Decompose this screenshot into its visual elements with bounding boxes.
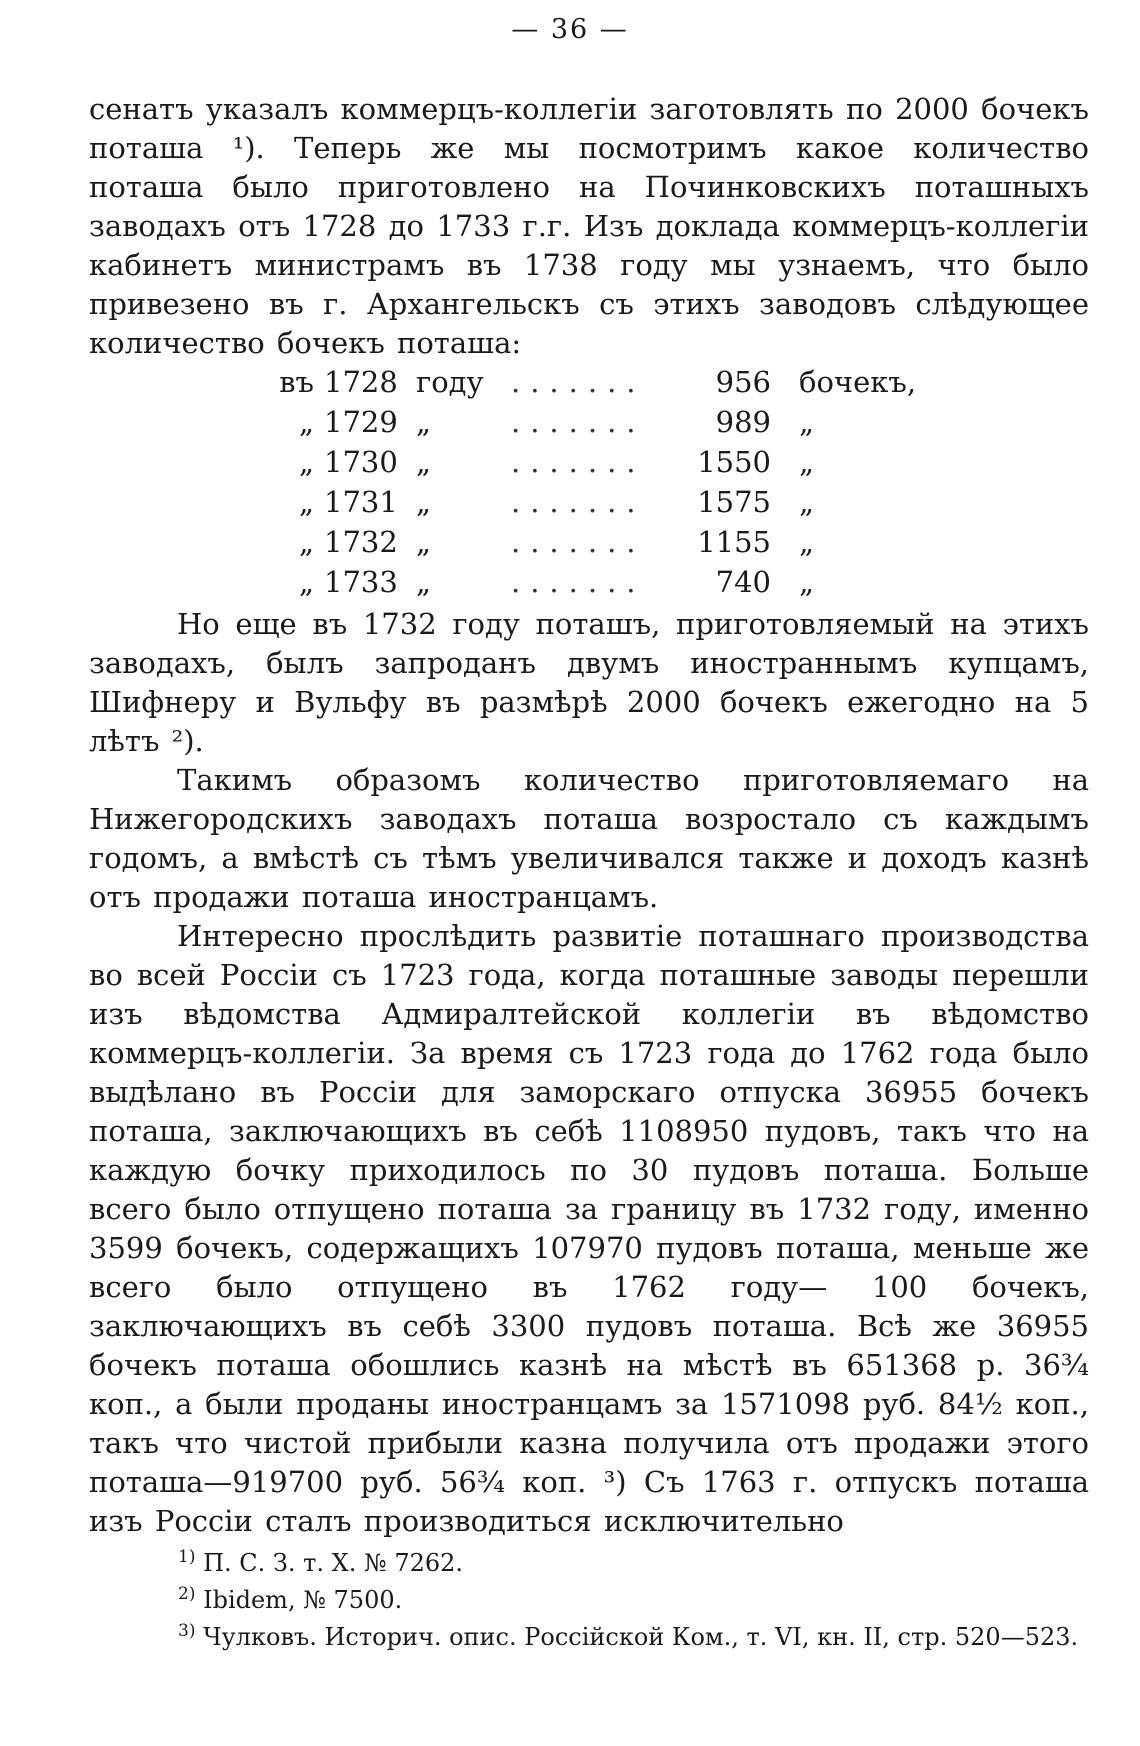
table-row (254, 563, 1089, 603)
table-row (254, 483, 1089, 523)
row-unit: „ (799, 445, 815, 479)
main-text (89, 90, 1089, 1541)
intro-paragraph: сенатъ указалъ коммерцъ-коллегіи заготовлять по 2000 бочекъ поташа ¹). Теперь же мы посмотримъ какое количество поташа было приготовлено на Починковскихъ поташныхъ заводахъ отъ 1728 до 1733 г.г. Изъ доклада коммерцъ-коллегіи кабинетъ министрамъ въ 1738 году мы узнаемъ, что было привезено въ г. Архангельскъ съ этихъ заводовъ слѣдующее количество бочекъ поташа: (89, 92, 1089, 360)
page-number: — 36 — (511, 14, 629, 45)
row-prefix: „ (298, 405, 314, 439)
row-year: 1729 (324, 405, 398, 439)
row-word: „ (416, 485, 432, 519)
footnotes (178, 1545, 1108, 1656)
row-word: „ (416, 565, 432, 599)
row-prefix: „ (298, 485, 314, 519)
footnote-text: Чулковъ. Историч. опис. Россійской Ком., т. VI, кн. II, стр. 520—523. (203, 1623, 1079, 1651)
row-dots: ....... (511, 485, 646, 519)
paragraph-revenue: Такимъ образомъ количество приготовляемаго на Нижегородскихъ заводахъ поташа возростало съ каждымъ годомъ, а вмѣстѣ съ тѣмъ увеличивался также и доходъ казнѣ отъ продажи поташа иностранцамъ. (89, 763, 1089, 914)
row-unit: „ (799, 565, 815, 599)
table-row (254, 443, 1089, 483)
row-count: 740 (715, 565, 771, 599)
row-count: 956 (715, 365, 771, 399)
row-unit: бочекъ, (799, 365, 917, 399)
row-dots: ....... (511, 565, 646, 599)
row-unit: „ (799, 525, 815, 559)
row-dots: ....... (511, 365, 646, 399)
row-count: 1575 (697, 485, 771, 519)
table-row (254, 523, 1089, 563)
row-prefix: въ (279, 365, 314, 399)
row-dots: ....... (511, 405, 646, 439)
row-word: „ (416, 445, 432, 479)
row-word: „ (416, 525, 432, 559)
row-count: 1550 (697, 445, 771, 479)
row-year: 1731 (324, 485, 398, 519)
footnote-mark: 2) (178, 1584, 196, 1604)
paragraph-merchants: Но еще въ 1732 году поташъ, приготовляемый на этихъ заводахъ, былъ запроданъ двумъ иностраннымъ купцамъ, Шифнеру и Вульфу въ размѣрѣ 2000 бочекъ ежегодно на 5 лѣтъ ²). (89, 607, 1089, 758)
row-year: 1732 (324, 525, 398, 559)
table-row (254, 363, 1089, 403)
row-prefix: „ (298, 565, 314, 599)
row-dots: ....... (511, 445, 646, 479)
row-count: 1155 (697, 525, 771, 559)
footnote (178, 1545, 1108, 1582)
footnote-mark: 3) (178, 1621, 196, 1641)
row-unit: „ (799, 485, 815, 519)
footnote-text: Ibidem, № 7500. (203, 1586, 403, 1614)
production-table (89, 363, 1089, 603)
row-unit: „ (799, 405, 815, 439)
row-year: 1733 (324, 565, 398, 599)
footnote (178, 1582, 1108, 1619)
row-year: 1730 (324, 445, 398, 479)
row-word: „ (416, 405, 432, 439)
footnote-mark: 1) (178, 1547, 196, 1567)
footnote (178, 1619, 1108, 1656)
row-prefix: „ (298, 445, 314, 479)
row-prefix: „ (298, 525, 314, 559)
table-row (254, 403, 1089, 443)
row-count: 989 (715, 405, 771, 439)
footnote-text: П. С. З. т. X. № 7262. (203, 1549, 464, 1577)
row-year: 1728 (324, 365, 398, 399)
row-dots: ....... (511, 525, 646, 559)
paragraph-russia-history: Интересно прослѣдить развитіе поташнаго производства во всей Россіи съ 1723 года, когда поташные заводы перешли изъ вѣдомства Адмиралтейской коллегіи въ вѣдомство коммерцъ-коллегіи. За время съ 1723 года до 1762 года было выдѣлано въ Россіи для заморскаго отпуска 36955 бочекъ поташа, заключающихъ въ себѣ 1108950 пудовъ, такъ что на каждую бочку приходилось по 30 пудовъ поташа. Больше всего было отпущено поташа за границу въ 1732 году, именно 3599 бочекъ, содержащихъ 107970 пудовъ поташа, меньше же всего было отпущено въ 1762 году— 100 бочекъ, заключающихъ въ себѣ 3300 пудовъ поташа. Всѣ же 36955 бочекъ поташа обошлись казнѣ на мѣстѣ въ 651368 р. 36¾ коп., а были проданы иностранцамъ за 1571098 руб. 84½ коп., такъ что чистой прибыли казна получила отъ продажи этого поташа—919700 руб. 56¾ коп. ³) Съ 1763 г. отпускъ поташа изъ Россіи сталъ производиться исключительно (89, 919, 1089, 1538)
row-word: году (416, 365, 484, 399)
